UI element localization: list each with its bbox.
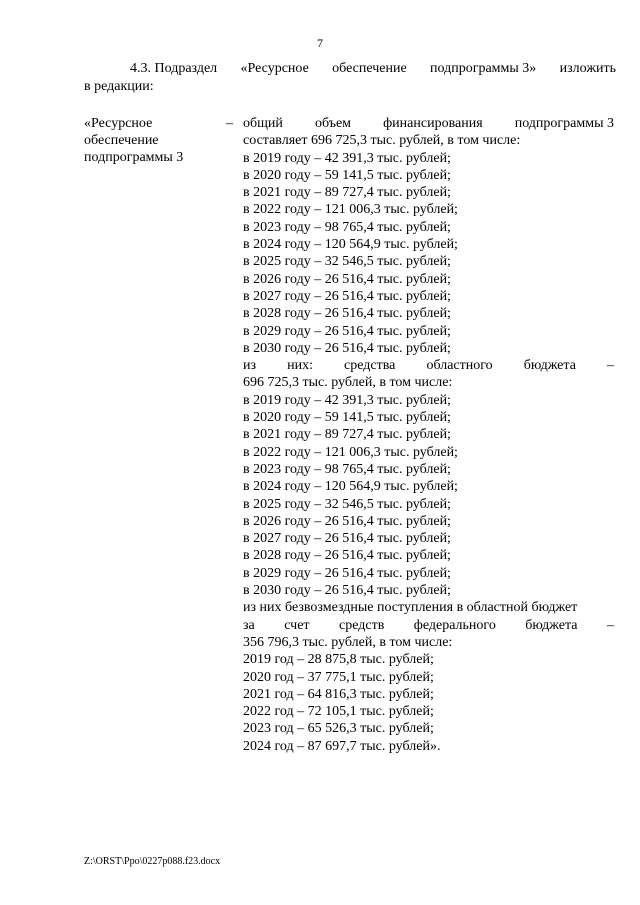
- intro-line-1: [84, 60, 616, 78]
- intro-word: 4.3. Подраздел: [130, 61, 218, 76]
- page-number: 7: [317, 36, 323, 50]
- word: финансирования: [383, 116, 483, 131]
- year-amount-total: в 2020 году – 59 141,5 тыс. рублей;: [243, 167, 451, 183]
- federal-budget-line: [243, 617, 614, 634]
- word: них:: [287, 358, 313, 374]
- title-dash: –: [226, 116, 233, 131]
- section-title-line: «Ресурсное: [84, 116, 153, 131]
- year-amount-federal: 2023 год – 65 526,3 тыс. рублей;: [243, 721, 434, 737]
- year-amount-regional: в 2027 году – 26 516,4 тыс. рублей;: [243, 531, 451, 547]
- section-title-line: обеспечение: [84, 133, 159, 148]
- year-amount-total: в 2019 году – 42 391,3 тыс. рублей;: [243, 150, 451, 166]
- federal-budget-amount: 356 796,3 тыс. рублей, в том числе:: [243, 634, 453, 650]
- year-amount-regional: в 2028 году – 26 516,4 тыс. рублей;: [243, 548, 451, 564]
- year-amount-federal: 2022 год – 72 105,1 тыс. рублей;: [243, 704, 434, 720]
- year-amount-total: в 2027 году – 26 516,4 тыс. рублей;: [243, 288, 451, 304]
- section-title: [84, 115, 224, 166]
- year-amount-total: в 2021 году – 89 727,4 тыс. рублей;: [243, 185, 451, 201]
- intro-word: подпрограммы 3»: [430, 61, 537, 76]
- word: подпрограммы 3: [514, 116, 614, 131]
- year-amount-total: в 2029 году – 26 516,4 тыс. рублей;: [243, 323, 451, 339]
- word: из: [243, 358, 257, 374]
- year-amount-regional: в 2026 году – 26 516,4 тыс. рублей;: [243, 513, 451, 529]
- intro-word: «Ресурсное: [240, 61, 309, 76]
- file-path-footer: Z:\ORST\Ppo\0227p088.f23.docx: [84, 856, 221, 867]
- intro-word: изложить: [559, 61, 616, 76]
- year-amount-regional: в 2021 году – 89 727,4 тыс. рублей;: [243, 427, 451, 443]
- year-amount-total: в 2024 году – 120 564,9 тыс. рублей;: [243, 237, 458, 253]
- year-amount-regional: в 2022 году – 121 006,3 тыс. рублей;: [243, 444, 458, 460]
- regional-budget-amount: 696 725,3 тыс. рублей, в том числе:: [243, 375, 453, 391]
- word: объем: [314, 116, 352, 131]
- intro-paragraph: [84, 60, 616, 96]
- total-funding-amount: составляет 696 725,3 тыс. рублей, в том числе:: [243, 133, 521, 149]
- year-amount-regional: в 2023 году – 98 765,4 тыс. рублей;: [243, 461, 451, 477]
- year-amount-total: в 2026 году – 26 516,4 тыс. рублей;: [243, 271, 451, 287]
- year-amount-regional: в 2025 году – 32 546,5 тыс. рублей;: [243, 496, 451, 512]
- word: –: [606, 358, 614, 374]
- word: общий: [243, 116, 283, 131]
- intro-line-2: в редакции:: [84, 79, 154, 94]
- word: федерального: [413, 617, 496, 633]
- federal-transfers-line: из них безвозмездные поступления в областной бюджет: [243, 600, 578, 616]
- word: бюджета: [523, 358, 576, 374]
- funding-description: [243, 115, 614, 755]
- year-amount-federal: 2020 год – 37 775,1 тыс. рублей;: [243, 669, 434, 685]
- year-amount-regional: в 2020 году – 59 141,5 тыс. рублей;: [243, 410, 451, 426]
- word: –: [606, 617, 614, 633]
- total-funding-line: [243, 115, 614, 132]
- year-amount-regional: в 2024 году – 120 564,9 тыс. рублей;: [243, 479, 458, 495]
- word: средства: [344, 358, 396, 374]
- year-amount-federal: 2019 год – 28 875,8 тыс. рублей;: [243, 652, 434, 668]
- regional-budget-line: [243, 357, 614, 374]
- year-amount-federal: 2024 год – 87 697,7 тыс. рублей».: [243, 738, 441, 754]
- year-amount-regional: в 2029 году – 26 516,4 тыс. рублей;: [243, 565, 451, 581]
- year-amount-total: в 2030 году – 26 516,4 тыс. рублей;: [243, 340, 451, 356]
- year-amount-regional: в 2019 году – 42 391,3 тыс. рублей;: [243, 392, 451, 408]
- year-amount-total: в 2023 году – 98 765,4 тыс. рублей;: [243, 219, 451, 235]
- intro-word: обеспечение: [332, 61, 407, 76]
- year-amount-regional: в 2030 году – 26 516,4 тыс. рублей;: [243, 583, 451, 599]
- word: бюджета: [525, 617, 578, 633]
- year-amount-federal: 2021 год – 64 816,3 тыс. рублей;: [243, 686, 434, 702]
- section-title-line: подпрограммы 3: [84, 150, 184, 165]
- year-amount-total: в 2022 году – 121 006,3 тыс. рублей;: [243, 202, 458, 218]
- word: областного: [426, 358, 493, 374]
- year-amount-total: в 2025 году – 32 546,5 тыс. рублей;: [243, 254, 451, 270]
- word: счет: [284, 617, 310, 633]
- word: за: [243, 617, 255, 633]
- year-amount-total: в 2028 году – 26 516,4 тыс. рублей;: [243, 306, 451, 322]
- word: средств: [339, 617, 385, 633]
